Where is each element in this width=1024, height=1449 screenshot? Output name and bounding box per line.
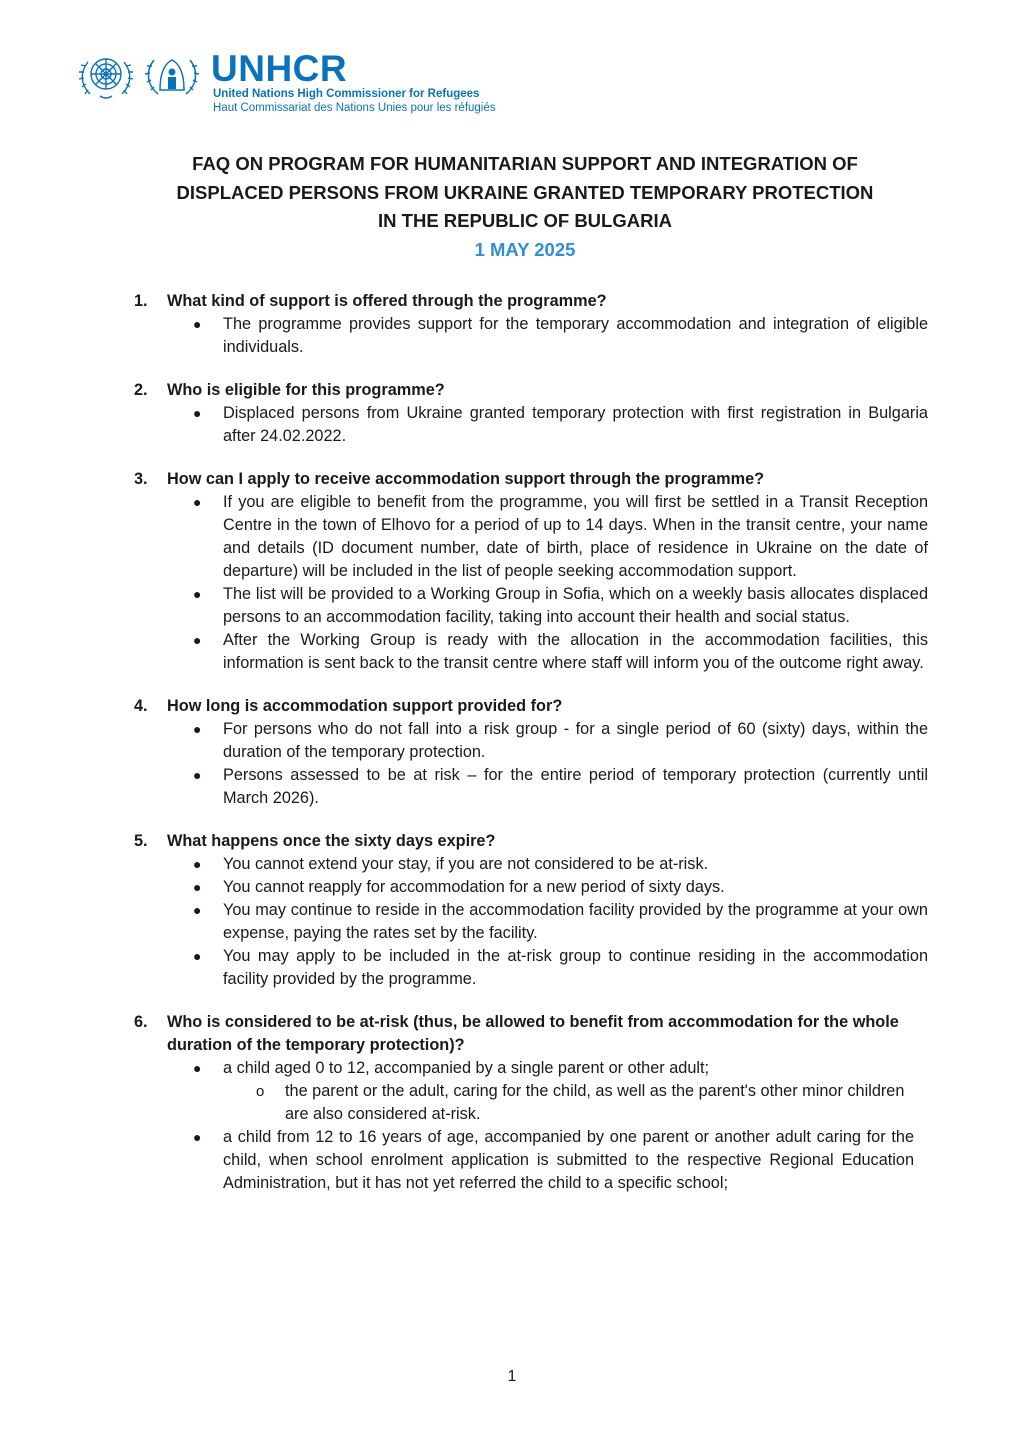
answer-item: ● The programme provides support for the temporary accommodation and integration of eligible individuals. xyxy=(193,315,928,356)
answer-item: ● Persons assessed to be at risk – for the entire period of temporary protection (currently until March 2026). xyxy=(193,766,928,807)
question-text: What kind of support is offered through the programme? xyxy=(167,292,607,310)
answer-item: ● a child aged 0 to 12, accompanied by a single parent or other adult; xyxy=(223,1057,928,1080)
sub-answer-item: o the parent or the adult, caring for the child, as well as the parent's other minor children are also considered at-risk. xyxy=(256,1082,905,1123)
bullet-icon: ● xyxy=(193,1060,202,1076)
title-line: DISPLACED PERSONS FROM UKRAINE GRANTED TEMPORARY PROTECTION xyxy=(176,181,874,203)
question-number: 5. xyxy=(134,832,148,850)
brand-subtitle-fr: Haut Commissariat des Nations Unies pour les réfugiés xyxy=(213,102,496,114)
bullet-icon: ● xyxy=(193,721,202,737)
faq-item xyxy=(134,1011,928,1195)
brand-subtitle-en: United Nations High Commissioner for Refugees xyxy=(213,88,480,100)
answer-item: ● a child from 12 to 16 years of age, accompanied by one parent or another adult caring for the child, when school enrolment application is submitted to the respective Regional Education Administration, but it has not yet referred the child to a specific school; xyxy=(193,1128,914,1192)
document-title xyxy=(120,150,930,264)
unhcr-emblem-icon xyxy=(142,50,202,102)
question-text: How can I apply to receive accommodation support through the programme? xyxy=(167,470,765,488)
faq-item xyxy=(134,290,928,359)
question-number: 2. xyxy=(134,381,148,399)
document-date: 1 MAY 2025 xyxy=(474,238,576,260)
header xyxy=(76,46,536,112)
bullet-icon: ● xyxy=(193,767,202,783)
answer-item: ● If you are eligible to benefit from the programme, you will first be settled in a Transit Reception Centre in the town of Elhovo for a period of up to 14 days. When in the transit centre, your name and details (ID document number, date of birth, place of residence in Ukraine on the date of departure) will be included in the list of people seeking accommodation support. xyxy=(193,493,928,580)
answer-item: ● You cannot extend your stay, if you are not considered to be at-risk. xyxy=(223,853,928,876)
question-text: What happens once the sixty days expire? xyxy=(167,832,496,850)
bullet-icon: ● xyxy=(193,494,202,510)
bullet-icon: ● xyxy=(193,948,202,964)
question-text: Who is considered to be at-risk (thus, be allowed to benefit from accommodation for the whole duration of the temporary protection)? xyxy=(167,1013,899,1054)
page-number: 1 xyxy=(507,1368,517,1385)
faq-item xyxy=(134,830,928,991)
answer-item: ● You may continue to reside in the accommodation facility provided by the programme at your own expense, paying the rates set by the facility. xyxy=(193,901,928,942)
answer-item: ● The list will be provided to a Working Group in Sofia, which on a weekly basis allocates displaced persons to an accommodation facility, taking into account their health and social status. xyxy=(193,585,928,626)
question-text: How long is accommodation support provided for? xyxy=(167,697,563,715)
bullet-icon: ● xyxy=(193,902,202,918)
brand-name: UNHCR xyxy=(211,48,348,89)
bullet-icon: ● xyxy=(193,632,202,648)
faq-item xyxy=(134,468,928,675)
question-number: 3. xyxy=(134,470,148,488)
question-number: 4. xyxy=(134,697,148,715)
faq-list xyxy=(134,290,928,1215)
faq-item xyxy=(134,695,928,810)
sub-bullet-icon: o xyxy=(256,1083,265,1100)
bullet-icon: ● xyxy=(193,879,202,895)
bullet-icon: ● xyxy=(193,316,202,332)
bullet-icon: ● xyxy=(193,586,202,602)
question-number: 6. xyxy=(134,1013,148,1031)
answer-item: ● For persons who do not fall into a risk group - for a single period of 60 (sixty) days, within the duration of the temporary protection. xyxy=(193,720,928,761)
question-text: Who is eligible for this programme? xyxy=(167,381,445,399)
faq-item xyxy=(134,379,928,448)
un-emblem-icon xyxy=(76,50,136,102)
answer-item: ● After the Working Group is ready with the allocation in the accommodation facilities, this information is sent back to the transit centre where staff will inform you of the outcome right away. xyxy=(193,631,928,672)
title-line: IN THE REPUBLIC OF BULGARIA xyxy=(378,210,672,231)
question-number: 1. xyxy=(134,292,148,310)
title-line: FAQ ON PROGRAM FOR HUMANITARIAN SUPPORT AND INTEGRATION OF xyxy=(192,153,858,174)
answer-item: ● You may apply to be included in the at-risk group to continue residing in the accommodation facility provided by the programme. xyxy=(193,947,928,988)
answer-item: ● You cannot reapply for accommodation for a new period of sixty days. xyxy=(223,876,928,899)
answer-item: ● Displaced persons from Ukraine granted temporary protection with first registration in Bulgaria after 24.02.2022. xyxy=(193,404,928,445)
bullet-icon: ● xyxy=(193,405,202,421)
bullet-icon: ● xyxy=(193,1129,202,1145)
bullet-icon: ● xyxy=(193,856,202,872)
